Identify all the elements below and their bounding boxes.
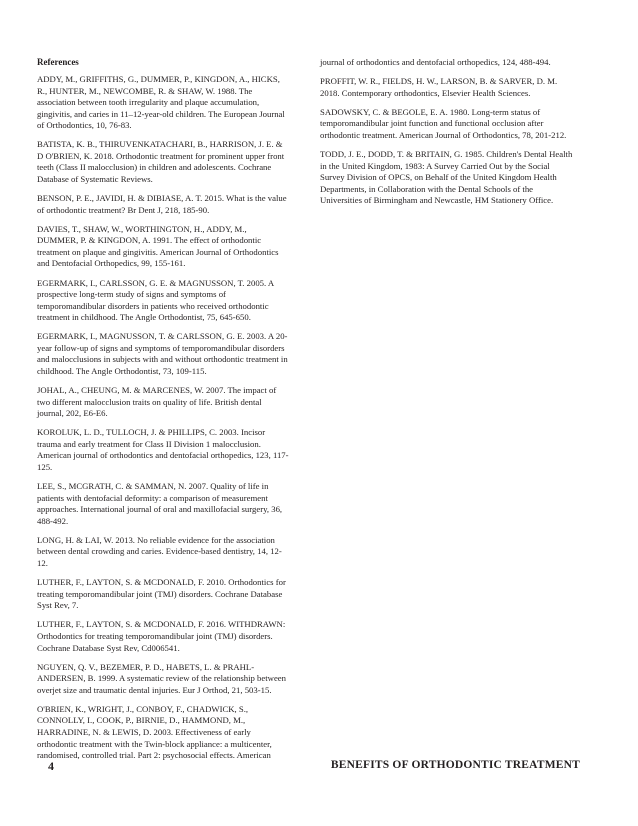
- reference-entry: LUTHER, F., LAYTON, S. & MCDONALD, F. 2010. Orthodontics for treating temporomandibular joint (TMJ) disorders. Cochrane Database Syst Rev, 7.: [37, 577, 286, 611]
- reference-entry: JOHAL, A., CHEUNG, M. & MARCENES, W. 2007. The impact of two different malocclusion traits on quality of life. British dental journal, 202, E6-E6.: [37, 385, 277, 419]
- reference-entry: O'BRIEN, K., WRIGHT, J., CONBOY, F., CHADWICK, S., CONNOLLY, I., COOK, P., BIRNIE, D., HAMMOND, M., HARRADINE, N. & LEWIS, D. 2003. Effectiveness of early orthodontic treatment with the Twin-block appliance: a multicenter, randomised, controlled trial. Part 2: psychosocial effects. American: [37, 703, 272, 761]
- reference-entry: EGERMARK, I., CARLSSON, G. E. & MAGNUSSON, T. 2005. A prospective long-term study of signs and symptoms of temporomandibular disorders in patients who received orthodontic treatment in childhood. The Angle Orthodontist, 75, 645-650.: [37, 277, 274, 323]
- reference-entry: DAVIES, T., SHAW, W., WORTHINGTON, H., ADDY, M., DUMMER, P. & KINGDON, A. 1991. The effect of orthodontic treatment on plaque and gingivitis. American Journal of Orthodontics and Dentofacial Orthopedics, 99, 155-161.: [37, 223, 279, 269]
- left-column: [37, 56, 290, 769]
- reference-entry: BATISTA, K. B., THIRUVENKATACHARI, B., HARRISON, J. E. & D O'BRIEN, K. 2018. Orthodontic treatment for prominent upper front teeth (Class II malocclusion) in children and adolescents. Cochrane Database of Systematic Reviews.: [37, 139, 285, 184]
- reference-entry: LONG, H. & LAI, W. 2013. No reliable evidence for the association between dental crowding and caries. Evidence-based dentistry, 14, 12-12.: [37, 534, 282, 569]
- reference-entry: LUTHER, F., LAYTON, S. & MCDONALD, F. 2016. WITHDRAWN: Orthodontics for treating temporomandibular joint (TMJ) disorders. Cochrane Database Syst Rev, Cd006541.: [37, 619, 286, 653]
- running-title: BENEFITS OF ORTHODONTIC TREATMENT: [330, 759, 580, 771]
- reference-entry: TODD, J. E., DODD, T. & BRITAIN, G. 1985. Children's Dental Health in the United Kingdom, 1983: A Survey Carried Out by the Social Survey Division of OPCS, on Behalf of the United Kingdom Health Departments, in Collaboration with the Dental Schools of the Universities of Birmingham and Newcastle, HM Stationery Office.: [320, 149, 573, 206]
- page-number: 4: [48, 759, 54, 773]
- reference-entry: EGERMARK, I., MAGNUSSON, T. & CARLSSON, G. E. 2003. A 20-year follow-up of signs and symptoms of temporomandibular disorders and malocclusions in subjects with and without orthodontic treatment in childhood. The Angle Orthodontist, 73, 109-115.: [37, 331, 288, 376]
- reference-entry-continued: journal of orthodontics and dentofacial orthopedics, 124, 488-494.: [320, 57, 551, 67]
- references-heading: References: [37, 57, 79, 67]
- reference-entry: PROFFIT, W. R., FIELDS, H. W., LARSON, B. & SARVER, D. M. 2018. Contemporary orthodontics, Elsevier Health Sciences.: [320, 76, 558, 98]
- reference-entry: ADDY, M., GRIFFITHS, G., DUMMER, P., KINGDON, A., HICKS, R., HUNTER, M., NEWCOMBE, R. & SHAW, W. 1988. The association between tooth irregularity and plaque accumulation, gingivitis, and caries in 11–12-year-old children. The European Journal of Orthodontics, 10, 76-83.: [37, 74, 285, 131]
- right-column: [320, 57, 573, 214]
- reference-entry: BENSON, P. E., JAVIDI, H. & DIBIASE, A. T. 2015. What is the value of orthodontic treatment? Br Dent J, 218, 185-90.: [37, 193, 287, 215]
- reference-entry: SADOWSKY, C. & BEGOLE, E. A. 1980. Long-term status of temporomandibular joint function and functional occlusion after orthodontic treatment. American Journal of Orthodontics, 78, 201-212.: [320, 106, 567, 140]
- reference-entry: KOROLUK, L. D., TULLOCH, J. & PHILLIPS, C. 2003. Incisor trauma and early treatment for Class II Division 1 malocclusion. American journal of orthodontics and dentofacial orthopedics, 123, 117-125.: [37, 427, 289, 473]
- reference-entry: NGUYEN, Q. V., BEZEMER, P. D., HABETS, L. & PRAHL-ANDERSEN, B. 1999. A systematic review of the relationship between overjet size and traumatic dental injuries. Eur J Orthod, 21, 503-15.: [37, 661, 286, 695]
- reference-entry: LEE, S., MCGRATH, C. & SAMMAN, N. 2007. Quality of life in patients with dentofacial deformity: a comparison of measurement approaches. International journal of oral and maxillofacial surgery, 36, 488-492.: [37, 481, 283, 526]
